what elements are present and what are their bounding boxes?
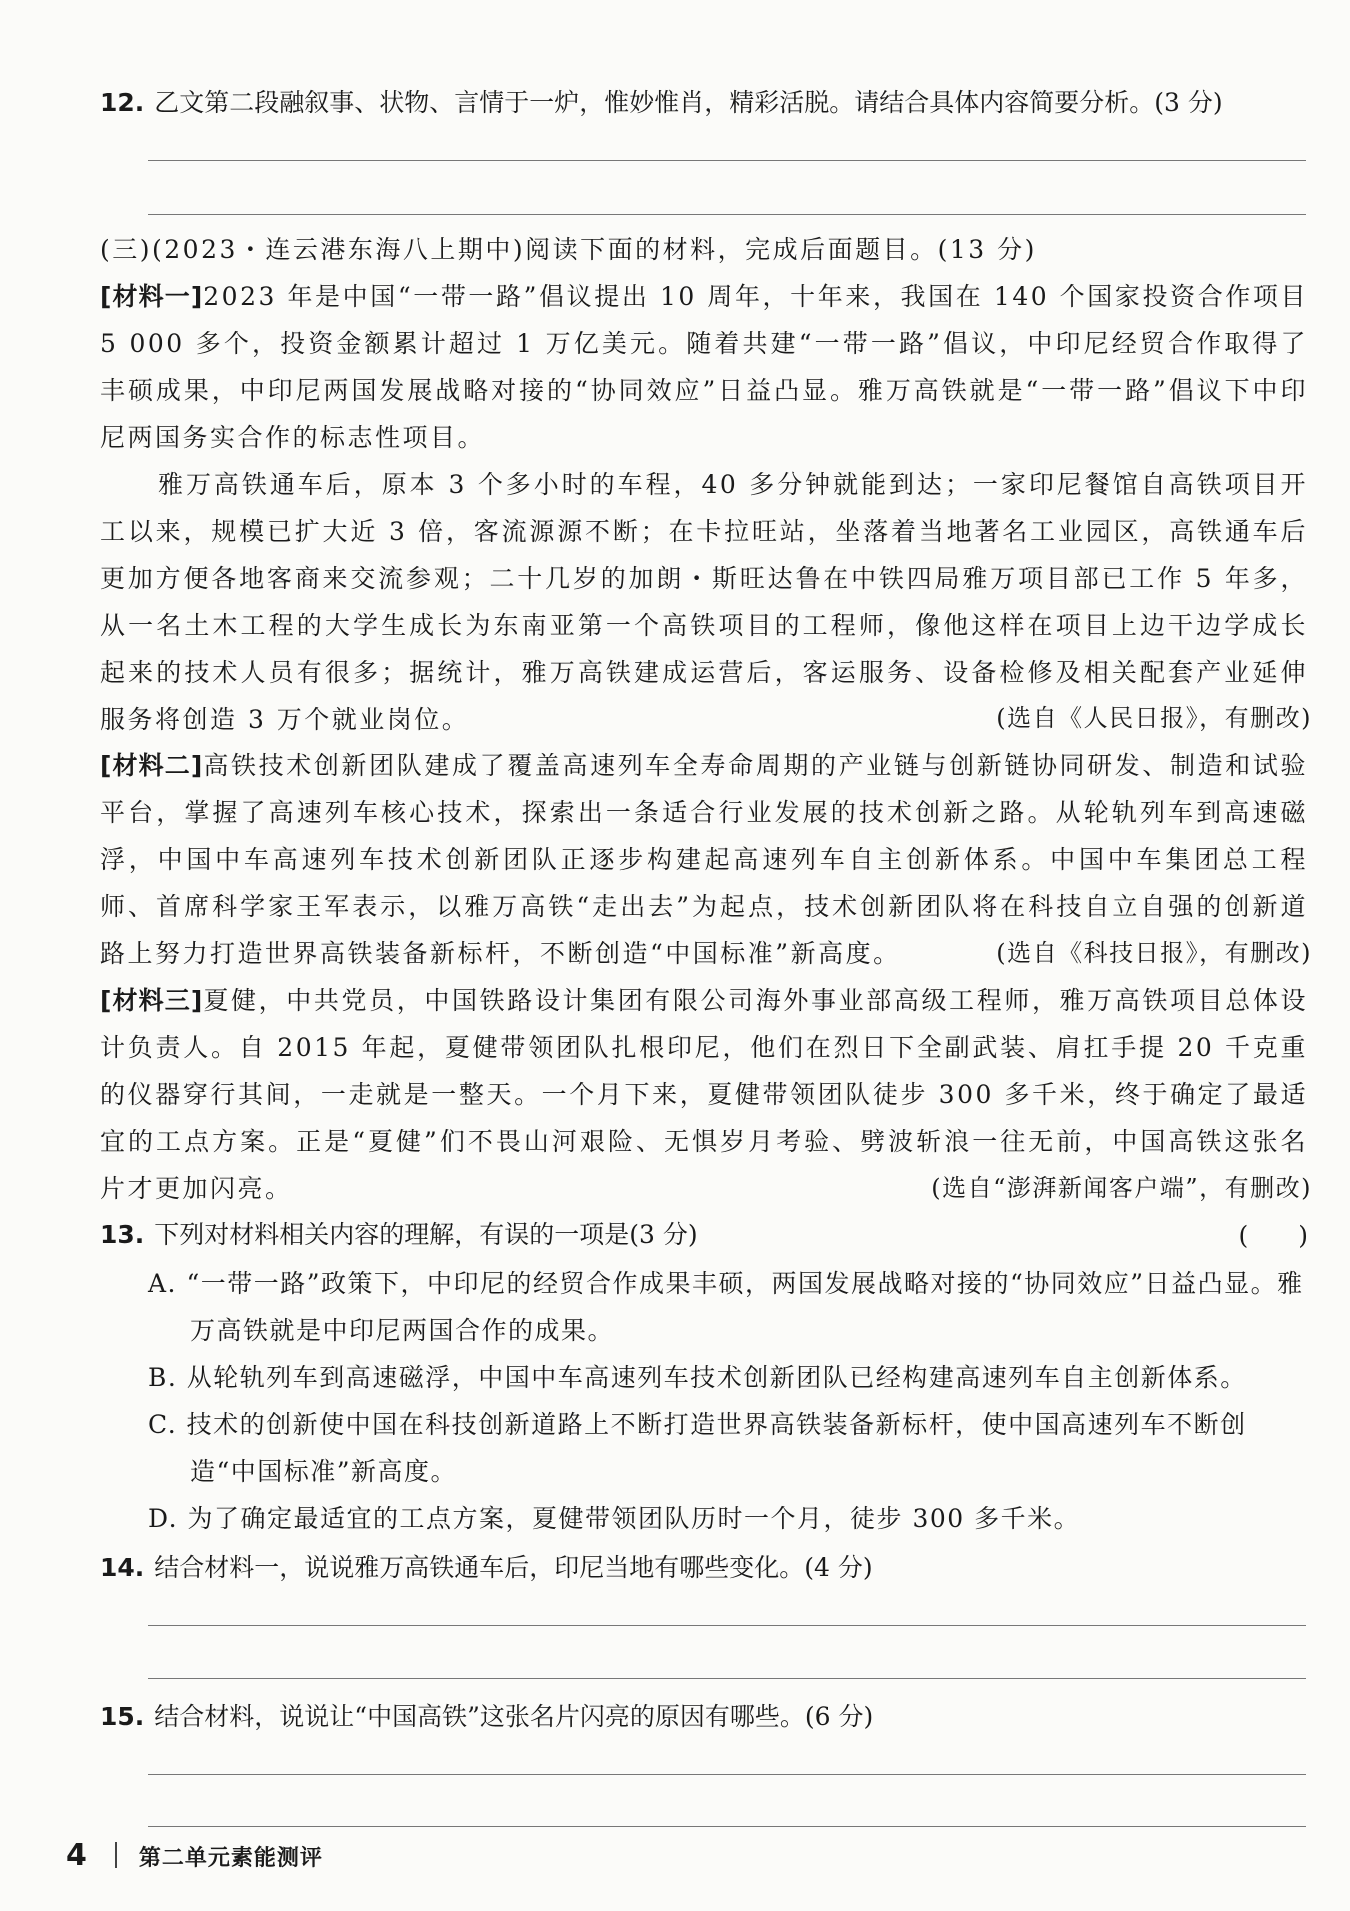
material-one-paragraph-1 bbox=[100, 273, 1308, 461]
option-a[interactable]: A. “一带一路”政策下，中印尼的经贸合作成果丰硕，两国发展战略对接的“协同效应”日益凸显。雅万高铁就是中印尼两国合作的成果。 bbox=[148, 1269, 1304, 1345]
source-citation: (选自《人民日报》，有删改) bbox=[996, 704, 1312, 732]
question-number: 14. bbox=[100, 1553, 145, 1582]
answer-choice-box[interactable]: ( ) bbox=[1238, 1221, 1308, 1250]
material-two-text: 高铁技术创新团队建成了覆盖高速列车全寿命周期的产业链与创新链协同研发、制造和试验平台，掌握了高速列车核心技术，探索出一条适合行业发展的技术创新之路。从轮轨列车到高速磁浮，中国中车高速列车技术创新团队正逐步构建起高速列车自主创新体系。中国中车集团总工程师、首席科学家王军表示，以雅万高铁“走出去”为起点，技术创新团队将在科技自立自强的创新道路上努力打造世界高铁装备新标杆，不断创造“中国标准”新高度。 bbox=[100, 751, 1308, 968]
answer-line[interactable] bbox=[148, 1774, 1306, 1775]
answer-line[interactable] bbox=[148, 214, 1306, 215]
answer-line[interactable] bbox=[148, 1678, 1306, 1679]
option-d[interactable]: D. 为了确定最适宜的工点方案，夏健带领团队历时一个月，徒步 300 多千米。 bbox=[148, 1504, 1081, 1533]
question-text: 下列对材料相关内容的理解，有误的一项是(3 分) bbox=[154, 1220, 698, 1249]
section-heading: (三)(2023・连云港东海八上期中)阅读下面的材料，完成后面题目。(13 分) bbox=[100, 235, 1037, 264]
material-three-text: 夏健，中共党员，中国铁路设计集团有限公司海外事业部高级工程师，雅万高铁项目总体设计负责人。自 2015 年起，夏健带领团队扎根印尼，他们在烈日下全副武装、肩扛手提 20 千克重的仪器穿行其间，一走就是一整天。一个月下来，夏健带领团队徒步 300 多千米，终于确定了最适宜的工点方案。正是“夏健”们不畏山河艰险、无惧岁月考验、劈波斩浪一往无前，中国高铁这张名片才更加闪亮。 bbox=[100, 986, 1308, 1203]
question-12 bbox=[100, 84, 1315, 122]
option-c[interactable]: C. 技术的创新使中国在科技创新道路上不断打造世界高铁装备新标杆，使中国高速列车不断创造“中国标准”新高度。 bbox=[148, 1410, 1247, 1486]
source-citation: (选自“澎湃新闻客户端”，有删改) bbox=[931, 1174, 1312, 1202]
material-two-tag: [材料二] bbox=[100, 751, 204, 780]
footer-divider bbox=[115, 1842, 117, 1868]
source-citation: (选自《科技日报》，有删改) bbox=[996, 939, 1312, 967]
question-text: 结合材料一，说说雅万高铁通车后，印尼当地有哪些变化。(4 分) bbox=[154, 1553, 873, 1582]
unit-title: 第二单元素能测评 bbox=[138, 1846, 323, 1871]
question-text: 乙文第二段融叙事、状物、言情于一炉，惟妙惟肖，精彩活脱。请结合具体内容简要分析。(3 分) bbox=[154, 88, 1223, 117]
question-number: 13. bbox=[100, 1220, 145, 1249]
material-one-tag: [材料一] bbox=[100, 282, 204, 311]
question-text: 结合材料，说说让“中国高铁”这张名片闪亮的原因有哪些。(6 分) bbox=[154, 1702, 874, 1731]
question-number: 12. bbox=[100, 88, 145, 117]
material-one-paragraph-2: 雅万高铁通车后，原本 3 个多小时的车程，40 多分钟就能到达；一家印尼餐馆自高铁项目开工以来，规模已扩大近 3 倍，客流源源不断；在卡拉旺站，坐落着当地著名工业园区，高铁通车后更加方便各地客商来交流参观；二十几岁的加朗・斯旺达鲁在中铁四局雅万项目部已工作 5 年多，从一名土木工程的大学生成长为东南亚第一个高铁项目的工程师，像他这样在项目上边干边学成长起来的技术人员有很多；据统计，雅万高铁建成运营后，客运服务、设备检修及相关配套产业延伸服务将创造 3 万个就业岗位。 bbox=[100, 470, 1308, 734]
answer-line[interactable] bbox=[148, 160, 1306, 161]
material-three-tag: [材料三] bbox=[100, 986, 204, 1015]
answer-line[interactable] bbox=[148, 1625, 1306, 1626]
material-one-text-1: 2023 年是中国“一带一路”倡议提出 10 周年，十年来，我国在 140 个国家投资合作项目 5 000 多个，投资金额累计超过 1 万亿美元。随着共建“一带一路”倡议，中印尼经贸合作取得了丰硕成果，中印尼两国发展战略对接的“协同效应”日益凸显。雅万高铁就是“一带一路”倡议下中印尼两国务实合作的标志性项目。 bbox=[100, 282, 1308, 452]
option-b[interactable]: B. 从轮轨列车到高速磁浮，中国中车高速列车技术创新团队已经构建高速列车自主创新体系。 bbox=[148, 1363, 1247, 1392]
answer-line[interactable] bbox=[148, 1826, 1306, 1827]
question-15 bbox=[100, 1698, 1315, 1736]
question-number: 15. bbox=[100, 1702, 145, 1731]
page-number: 4 bbox=[66, 1838, 87, 1873]
question-13 bbox=[100, 1216, 1315, 1254]
question-14 bbox=[100, 1549, 1315, 1587]
page-footer bbox=[66, 1838, 323, 1873]
